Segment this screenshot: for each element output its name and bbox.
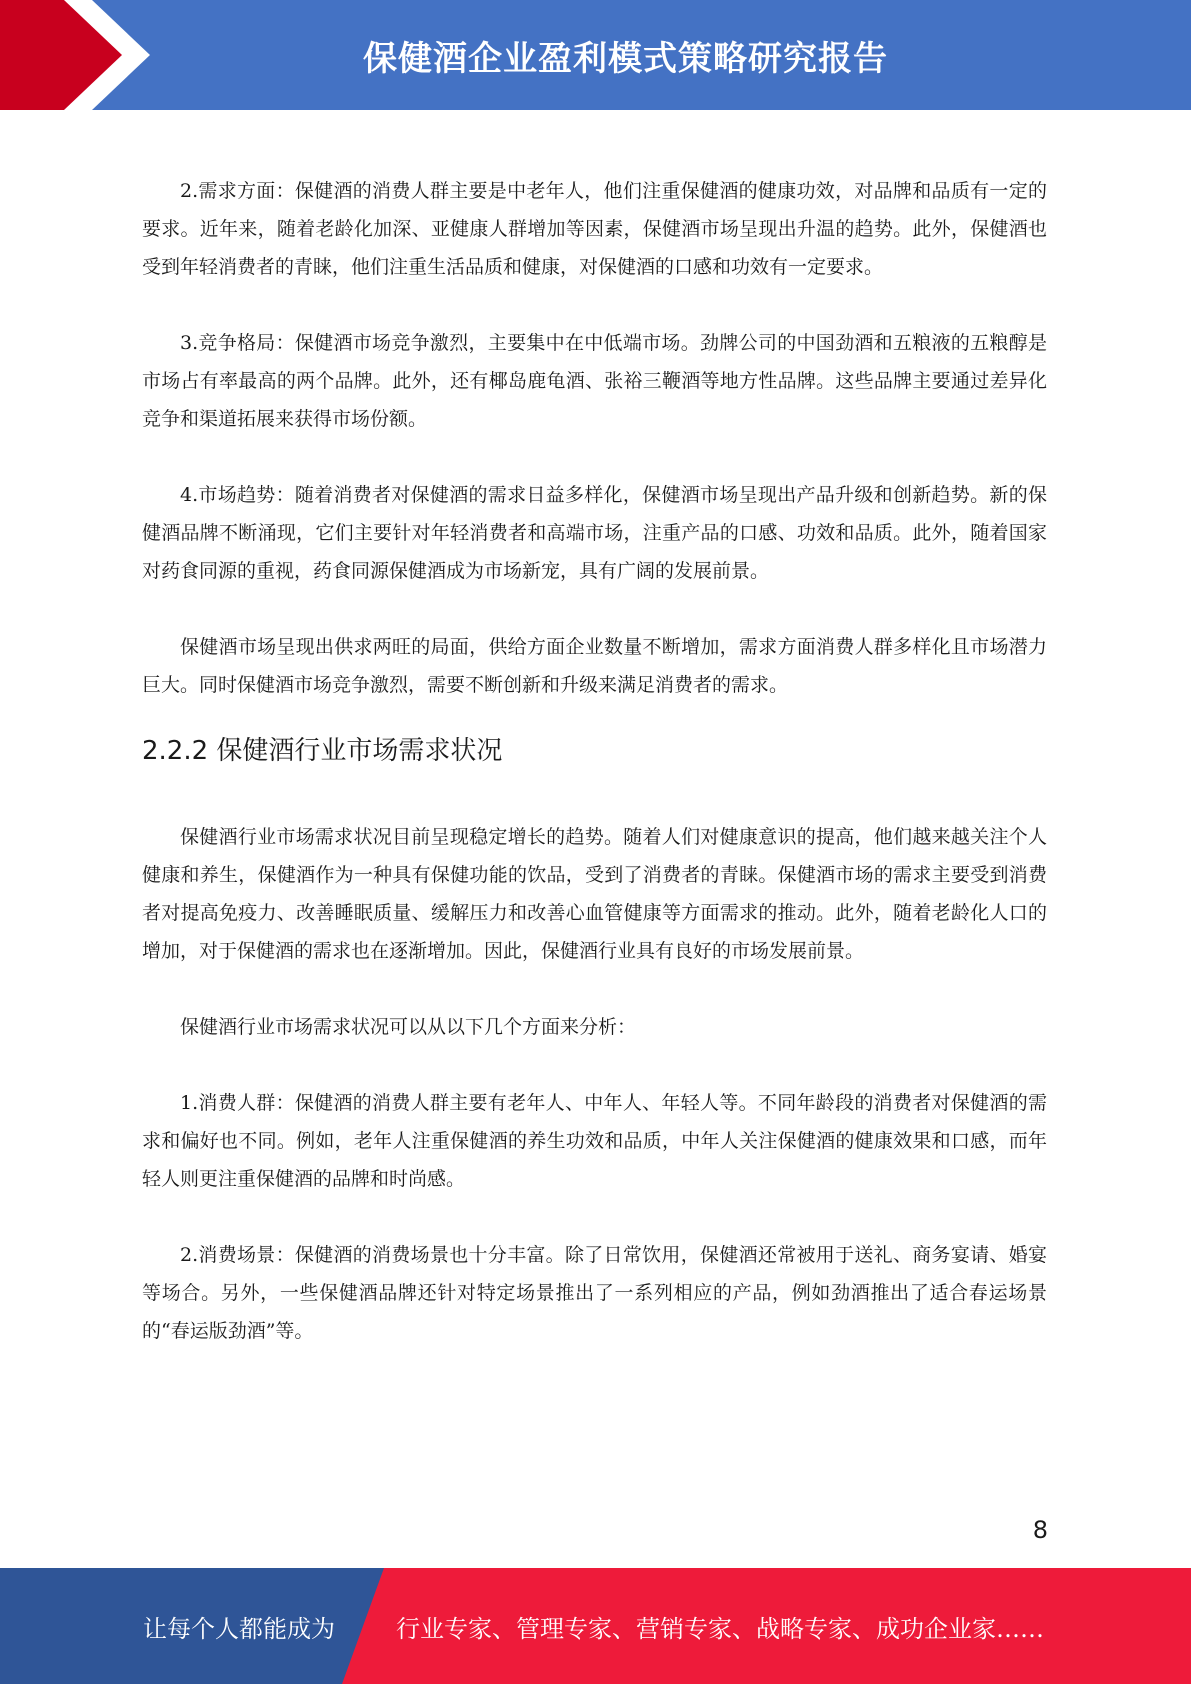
paragraph-competition: 3.竞争格局：保健酒市场竞争激烈，主要集中在中低端市场。劲牌公司的中国劲酒和五粮液的五粮醇是市场占有率最高的两个品牌。此外，还有椰岛鹿龟酒、张裕三鞭酒等地方性品牌。这些品牌主要通过差异化竞争和渠道拓展来获得市场份额。 <box>142 332 1047 430</box>
section-heading: 2.2.2 保健酒行业市场需求状况 <box>142 736 503 766</box>
paragraph-market-demand: 保健酒行业市场需求状况目前呈现稳定增长的趋势。随着人们对健康意识的提高，他们越来越关注个人健康和养生，保健酒作为一种具有保健功能的饮品，受到了消费者的青睐。保健酒市场的需求主要受到消费者对提高免疫力、改善睡眠质量、缓解压力和改善心血管健康等方面需求的推动。此外，随着老龄化人口的增加，对于保健酒的需求也在逐渐增加。因此，保健酒行业具有良好的市场发展前景。 <box>142 826 1047 962</box>
paragraph-analysis-intro: 保健酒行业市场需求状况可以从以下几个方面来分析： <box>180 1016 637 1038</box>
paragraph-summary: 保健酒市场呈现出供求两旺的局面，供给方面企业数量不断增加，需求方面消费人群多样化且市场潜力巨大。同时保健酒市场竞争激烈，需要不断创新和升级来满足消费者的需求。 <box>142 636 1047 696</box>
page-number: 8 <box>1032 1516 1048 1544</box>
report-title: 保健酒企业盈利模式策略研究报告 <box>363 38 888 79</box>
paragraph-trend: 4.市场趋势：随着消费者对保健酒的需求日益多样化，保健酒市场呈现出产品升级和创新趋势。新的保健酒品牌不断涌现，它们主要针对年轻消费者和高端市场，注重产品的口感、功效和品质。此外，随着国家对药食同源的重视，药食同源保健酒成为市场新宠，具有广阔的发展前景。 <box>142 484 1047 582</box>
document-body <box>142 172 1047 1350</box>
footer-slogan-right: 行业专家、管理专家、营销专家、战略专家、成功企业家…… <box>396 1614 1044 1643</box>
footer-slogan-left: 让每个人都能成为 <box>143 1614 335 1643</box>
paragraph-scenarios: 2.消费场景：保健酒的消费场景也十分丰富。除了日常饮用，保健酒还常被用于送礼、商务宴请、婚宴等场合。另外，一些保健酒品牌还针对特定场景推出了一系列相应的产品，例如劲酒推出了适合春运场景的“春运版劲酒”等。 <box>142 1244 1047 1342</box>
paragraph-consumers: 1.消费人群：保健酒的消费人群主要有老年人、中年人、年轻人等。不同年龄段的消费者对保健酒的需求和偏好也不同。例如，老年人注重保健酒的养生功效和品质，中年人关注保健酒的健康效果和口感，而年轻人则更注重保健酒的品牌和时尚感。 <box>142 1092 1047 1190</box>
page-header <box>0 0 1191 110</box>
paragraph-demand: 2.需求方面：保健酒的消费人群主要是中老年人，他们注重保健酒的健康功效，对品牌和品质有一定的要求。近年来，随着老龄化加深、亚健康人群增加等因素，保健酒市场呈现出升温的趋势。此外，保健酒也受到年轻消费者的青睐，他们注重生活品质和健康，对保健酒的口感和功效有一定要求。 <box>142 180 1047 278</box>
page-footer <box>0 1568 1191 1684</box>
